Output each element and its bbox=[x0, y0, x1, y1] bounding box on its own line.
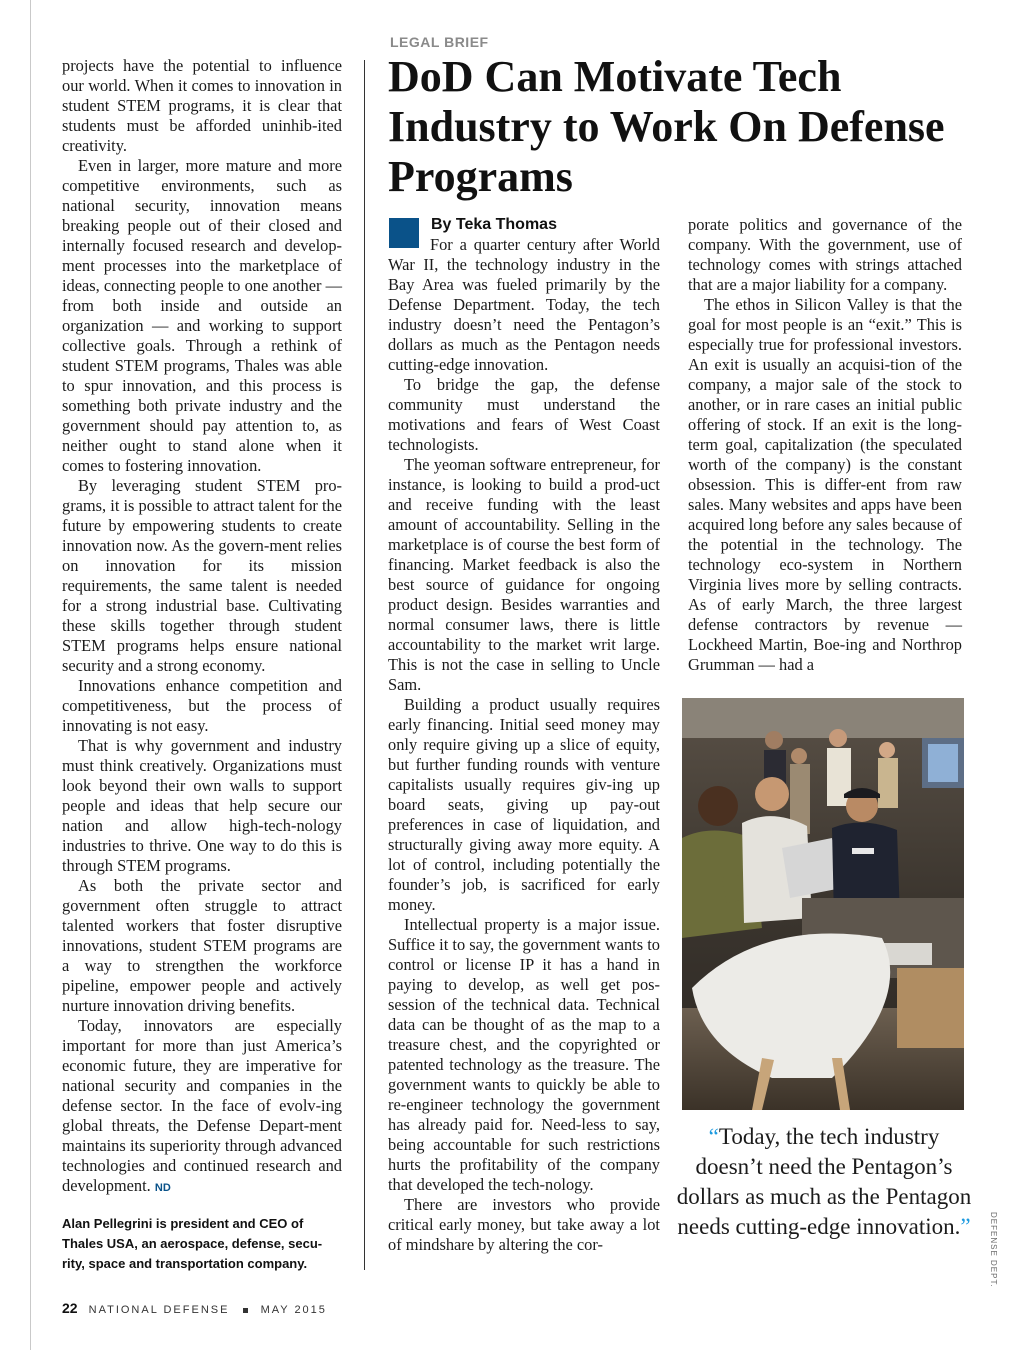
left-paragraph-7 bbox=[62, 1016, 342, 1198]
page-spine bbox=[30, 0, 31, 1350]
end-mark-nd: ND bbox=[154, 1182, 171, 1194]
middle-column bbox=[388, 235, 660, 1255]
article-headline: DoD Can Motivate Tech Industry to Work On Defense Programs bbox=[388, 52, 945, 201]
left-paragraph-6: As both the private sector and government often struggle to attract talented workers that foster disruptive innovations, student STEM programs are a way to strengthen the workforce pipeline, empower people and actively nurture innovation driving benefits. bbox=[62, 876, 342, 1015]
middle-paragraph-3: The yeoman software entrepreneur, for instance, is looking to build a prod-uct and receive funding with the least amount of accountability. Selling in the marketplace is of course the best form of financing. Market feedback is also the best source of guidance for ongoing product design. Besides warranties and normal consumer laws, there is little accountability to the market writ large. This is not the case in selling to Uncle Sam. bbox=[388, 455, 660, 694]
left-paragraph-5: That is why government and industry must think creatively. Organizations must look beyond their own walls to support people and ideas that help secure our nation and allow high-tech-nology industries to thrive. One way to do this is through STEM programs. bbox=[62, 736, 342, 875]
pull-quote-close-mark: ” bbox=[960, 1214, 971, 1239]
byline: By Teka Thomas bbox=[431, 216, 557, 233]
left-paragraph-7-text: Today, innovators are especially important for more than just America’s economic future, they are imperative for national security and companies in the defense sector. In the face of evolv-ing global threats, the Defense Depart-ment maintains its superiority through advanced technologies and continued research and development. bbox=[62, 1016, 342, 1195]
author-bio: Alan Pellegrini is president and CEO of Thales USA, an aerospace, defense, secu-rity, space and transportation company. bbox=[62, 1216, 323, 1271]
section-kicker: LEGAL BRIEF bbox=[390, 34, 489, 50]
left-paragraph-2: Even in larger, more mature and more competitive environments, such as national security, innovation means breaking people out of their closed and internally focused research and develop-ment processes into the marketplace of ideas, connecting people to one another — from both inside and outside an organization — and working to support collective goals. Through a rethink of student STEM programs, Thales was able to spur innovation, and this process is something both private industry and the government should pay attention to, as neither ought to stand alone when it comes to fostering innovation. bbox=[62, 156, 342, 475]
column-divider bbox=[364, 60, 365, 1270]
article-photo bbox=[682, 698, 964, 1110]
right-paragraph-1: porate politics and governance of the company. With the government, use of technology comes with strings attached that are a major liability for a company. bbox=[688, 215, 962, 294]
left-paragraph-3: By leveraging student STEM pro-grams, it is possible to attract talent for the future by empowering students to create innovation now. As the govern-ment relies on innovation for its mission requirements, the same talent is needed for a strong industrial base. Cultivating these skills together through student STEM programs helps ensure national security and a strong economy. bbox=[62, 476, 342, 675]
photo-credit: DEFENSE DEPT. bbox=[989, 1212, 998, 1288]
pull-quote bbox=[676, 1122, 972, 1242]
page-footer bbox=[62, 1300, 327, 1316]
photo-meeting-illustration bbox=[682, 698, 964, 1110]
publication-name: NATIONAL DEFENSE bbox=[88, 1304, 230, 1316]
middle-paragraph-5: Intellectual property is a major issue. Suffice it to say, the government wants to control or license IP it has a hand in paying to develop, as well get pos-session of the technical data. Technical data can be thought of as the map to a treasure chest, and the copyrighted or patented technology as the treasure. The government wants to quickly be able to re-engineer technology the government has already paid for. Need-less to say, being accountable for such restrictions hurts the profitability of the company that developed the tech-nology. bbox=[388, 915, 660, 1194]
right-column bbox=[688, 215, 962, 675]
middle-paragraph-4: Building a product usually requires early financing. Initial seed money may only require giving up a slice of equity, but further funding rounds with venture capitalists usually requires giv-ing up board seats, giving up pay-out preferences in case of liquidation, and structurally giving away more equity. A lot of control, including potentially the founder’s job, is sacrificed for early money. bbox=[388, 695, 660, 914]
issue-date: MAY 2015 bbox=[260, 1304, 327, 1316]
middle-paragraph-2: To bridge the gap, the defense community must understand the motivations and fears of West Coast technologists. bbox=[388, 375, 660, 454]
left-paragraph-1: projects have the potential to influence our world. When it comes to innovation in student STEM programs, it is clear that students must be afforded uninhib-ited creativity. bbox=[62, 56, 342, 155]
page-number: 22 bbox=[62, 1300, 78, 1316]
footer-separator bbox=[243, 1308, 248, 1313]
left-column bbox=[62, 56, 342, 1198]
middle-paragraph-1: For a quarter century after World War II, the technology industry in the Bay Area was fueled primarily by the Defense Department. Today, the tech industry doesn’t need the Pentagon’s dollars as much as the Pentagon needs cutting-edge innovation. bbox=[388, 235, 660, 374]
left-paragraph-4: Innovations enhance competition and competitiveness, but the process of innovating is not easy. bbox=[62, 676, 342, 735]
pull-quote-open-mark: “ bbox=[708, 1124, 719, 1149]
middle-paragraph-6: There are investors who provide critical early money, but take away a lot of mindshare by altering the cor- bbox=[388, 1195, 660, 1254]
pull-quote-text: Today, the tech industry doesn’t need the Pentagon’s dollars as much as the Pentagon needs cutting-edge innovation. bbox=[676, 1124, 972, 1239]
right-paragraph-2: The ethos in Silicon Valley is that the goal for most people is an “exit.” This is especially true for professional investors. An exit is usually an acquisi-tion of the company, a major sale of the stock to another, or in rare cases an initial public offering of stock. If an exit is the long-term goal, capitalization (the speculated worth of the company) is the constant obsession. This is differ-ent from raw sales. Many websites and apps have been acquired long before any sales because of the potential in the technology. The technology eco-system in Northern Virginia lives more by selling contracts. As of early March, the three largest defense contractors by revenue — Lockheed Martin, Boe-ing and Northrop Grumman — had a bbox=[688, 295, 962, 674]
